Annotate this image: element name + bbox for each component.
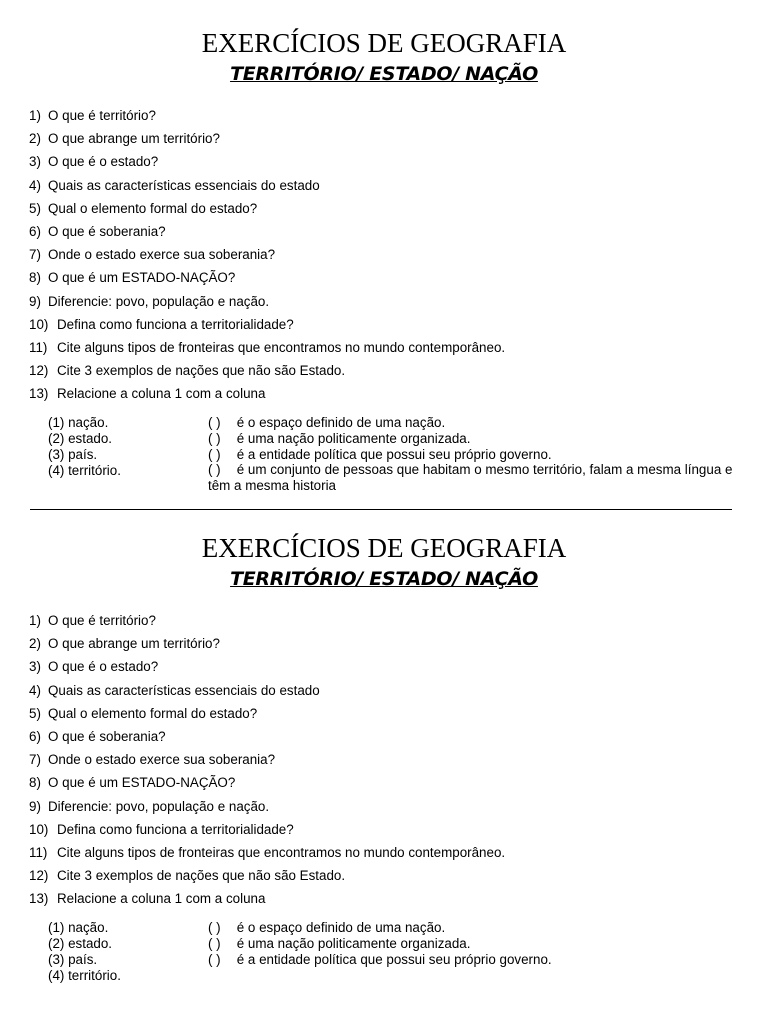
question-number: 12)	[29, 868, 49, 884]
column-2-item	[208, 447, 738, 463]
question-item	[29, 655, 505, 678]
column-2-text: é uma nação politicamente organizada.	[236, 935, 471, 951]
question-number: 10)	[29, 821, 49, 837]
column-1-item: (2) estado.	[48, 936, 113, 951]
question-item	[29, 197, 505, 220]
question-item	[29, 748, 505, 771]
question-item	[29, 150, 505, 173]
column-2-text: é a entidade política que possui seu próprio governo.	[236, 951, 552, 967]
question-text: O que é um ESTADO-NAÇÃO?	[48, 775, 236, 791]
question-text: Onde o estado exerce sua soberania?	[48, 752, 276, 768]
column-1-item: (4) território.	[48, 968, 121, 983]
question-text: O que é soberania?	[48, 728, 166, 744]
question-number: 13)	[29, 891, 49, 907]
question-text: Relacione a coluna 1 com a coluna	[57, 386, 266, 402]
question-item	[29, 127, 505, 150]
worksheet-subtitle: TERRITÓRIO/ ESTADO/ NAÇÃO	[230, 63, 538, 85]
column-1-item: (3) país.	[48, 447, 98, 462]
question-number: 5)	[29, 200, 41, 216]
question-number: 11)	[29, 844, 48, 860]
question-text: Cite alguns tipos de fronteiras que encontramos no mundo contemporâneo.	[57, 844, 506, 860]
question-item	[29, 220, 505, 243]
question-text: Defina como funciona a territorialidade?	[57, 821, 294, 837]
column-2-item	[208, 415, 738, 431]
column-2-item	[208, 952, 738, 968]
column-2-text: é o espaço definido de uma nação.	[236, 920, 446, 935]
question-text: O que é o estado?	[48, 154, 159, 170]
column-2-text: é a entidade política que possui seu próprio governo.	[236, 446, 552, 462]
worksheet-title: EXERCÍCIOS DE GEOGRAFIA	[201, 533, 567, 563]
column-2-item	[208, 920, 738, 936]
column-2-item	[208, 936, 738, 952]
column-2-text: é um conjunto de pessoas que habitam o mesmo território, falam a mesma língua e têm a mesma historia	[208, 462, 733, 494]
question-list	[29, 609, 505, 910]
question-item	[29, 382, 505, 405]
question-item	[29, 609, 505, 632]
question-number: 5)	[29, 705, 41, 721]
column-2-item	[208, 462, 738, 494]
question-number: 2)	[29, 131, 41, 147]
question-item	[29, 336, 505, 359]
question-list	[29, 104, 505, 405]
question-number: 6)	[29, 728, 41, 744]
question-item	[29, 632, 505, 655]
question-text: O que é território?	[48, 613, 156, 628]
answer-blank: ( )	[208, 430, 221, 446]
question-number: 4)	[29, 682, 41, 698]
question-item	[29, 702, 505, 725]
worksheet-subtitle: TERRITÓRIO/ ESTADO/ NAÇÃO	[230, 568, 538, 590]
question-text: O que abrange um território?	[48, 131, 220, 147]
question-text: Diferencie: povo, população e nação.	[48, 293, 270, 309]
question-number: 7)	[29, 752, 41, 768]
column-2-text: é o espaço definido de uma nação.	[236, 415, 446, 430]
question-number: 8)	[29, 775, 41, 791]
question-text: Cite 3 exemplos de nações que não são Estado.	[57, 363, 346, 379]
question-number: 3)	[29, 154, 41, 170]
question-item	[29, 359, 505, 382]
column-2-text: é uma nação politicamente organizada.	[236, 430, 471, 446]
question-item	[29, 174, 505, 197]
answer-blank: ( )	[208, 415, 221, 430]
answer-blank: ( )	[208, 935, 221, 951]
question-item	[29, 887, 505, 910]
question-number: 10)	[29, 316, 49, 332]
answer-blank: ( )	[208, 462, 221, 478]
question-text: O que é o estado?	[48, 659, 159, 675]
matching-column-2	[208, 920, 738, 967]
question-text: Quais as características essenciais do estado	[48, 177, 320, 193]
column-1-item: (1) nação.	[48, 920, 109, 935]
question-text: O que é território?	[48, 108, 156, 123]
question-text: Cite 3 exemplos de nações que não são Estado.	[57, 868, 346, 884]
column-1-item: (1) nação.	[48, 415, 109, 430]
question-item	[29, 290, 505, 313]
question-item	[29, 725, 505, 748]
question-number: 8)	[29, 270, 41, 286]
column-1-item: (2) estado.	[48, 431, 113, 446]
question-text: Diferencie: povo, população e nação.	[48, 798, 270, 814]
question-text: Cite alguns tipos de fronteiras que encontramos no mundo contemporâneo.	[57, 339, 506, 355]
question-item	[29, 795, 505, 818]
question-text: O que é um ESTADO-NAÇÃO?	[48, 270, 236, 286]
question-item	[29, 818, 505, 841]
question-text: Qual o elemento formal do estado?	[48, 200, 258, 216]
column-1-item: (3) país.	[48, 952, 98, 967]
question-text: Onde o estado exerce sua soberania?	[48, 247, 276, 263]
question-text: Qual o elemento formal do estado?	[48, 705, 258, 721]
question-number: 1)	[29, 613, 41, 628]
worksheet-title: EXERCÍCIOS DE GEOGRAFIA	[201, 28, 567, 58]
question-item	[29, 266, 505, 289]
question-number: 2)	[29, 636, 41, 652]
question-number: 9)	[29, 293, 41, 309]
question-number: 4)	[29, 177, 41, 193]
question-number: 11)	[29, 339, 48, 355]
question-text: O que abrange um território?	[48, 636, 220, 652]
question-item	[29, 771, 505, 794]
question-item	[29, 841, 505, 864]
cut-line-divider	[30, 509, 732, 510]
question-text: Relacione a coluna 1 com a coluna	[57, 891, 266, 907]
question-item	[29, 679, 505, 702]
question-number: 3)	[29, 659, 41, 675]
matching-column-1	[48, 920, 121, 984]
question-item	[29, 243, 505, 266]
matching-column-1	[48, 415, 121, 479]
answer-blank: ( )	[208, 446, 221, 462]
question-number: 1)	[29, 108, 41, 123]
question-item	[29, 313, 505, 336]
question-text: Quais as características essenciais do estado	[48, 682, 320, 698]
question-number: 6)	[29, 223, 41, 239]
question-number: 9)	[29, 798, 41, 814]
question-text: Defina como funciona a territorialidade?	[57, 316, 294, 332]
column-1-item: (4) território.	[48, 463, 121, 478]
question-number: 12)	[29, 363, 49, 379]
column-2-item	[208, 431, 738, 447]
answer-blank: ( )	[208, 951, 221, 967]
question-number: 13)	[29, 386, 49, 402]
question-number: 7)	[29, 247, 41, 263]
question-text: O que é soberania?	[48, 223, 166, 239]
question-item	[29, 864, 505, 887]
question-item	[29, 104, 505, 127]
matching-column-2	[208, 415, 738, 494]
answer-blank: ( )	[208, 920, 221, 935]
